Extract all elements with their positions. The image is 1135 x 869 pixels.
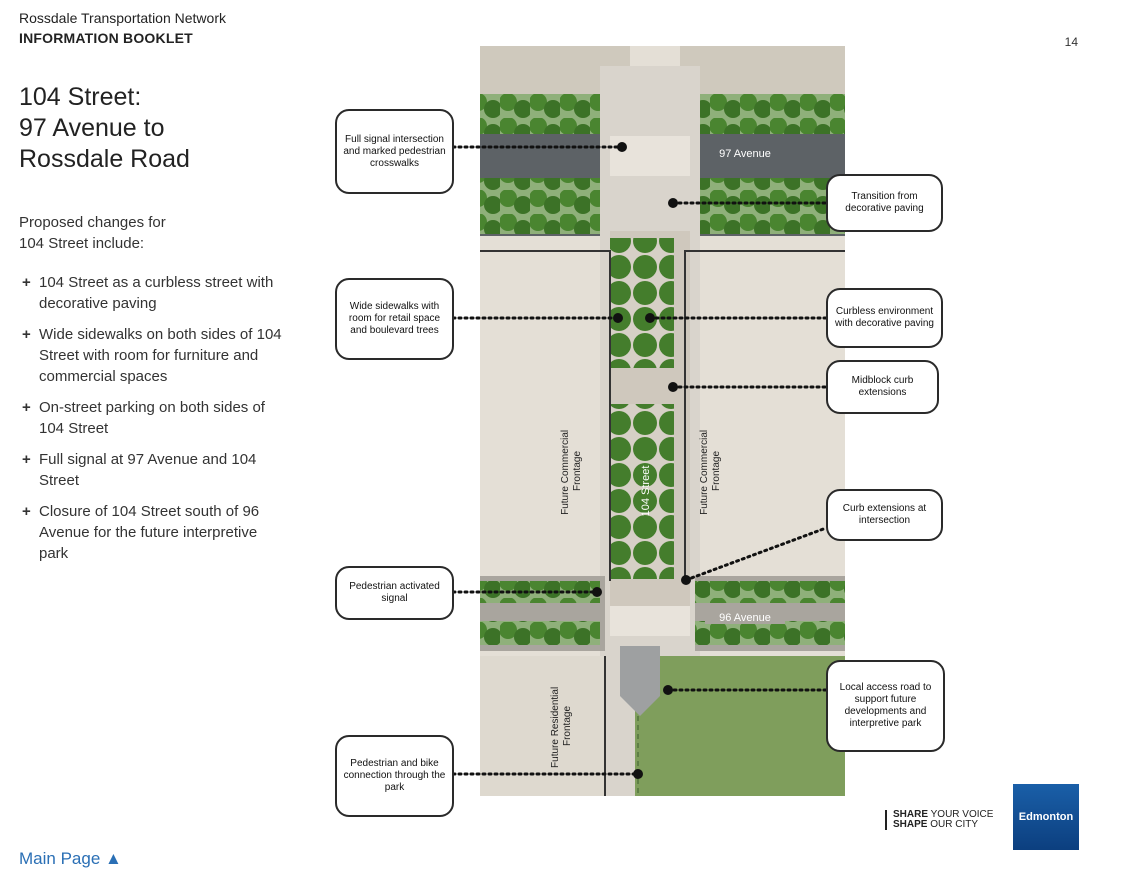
main-page-label[interactable]: Main Page <box>19 849 101 868</box>
label-96-avenue: 96 Avenue <box>719 612 771 624</box>
share-bold: SHARE <box>893 809 929 820</box>
section-title-line: 97 Avenue to <box>19 114 165 142</box>
callout-ped-bike: Pedestrian and bike connection through the park <box>335 735 454 817</box>
page-number: 14 <box>1064 35 1078 49</box>
share-rest: YOUR VOICE <box>930 809 994 820</box>
proposed-changes-list <box>19 272 284 574</box>
label-residential: Frontage <box>562 705 573 747</box>
label-commercial-west: Frontage <box>572 450 583 492</box>
label-residential: Future Residential <box>550 686 561 768</box>
edmonton-logo: Edmonton <box>1013 784 1079 850</box>
list-item: + Full signal at 97 Avenue and 104 Street <box>19 449 284 491</box>
callout-curb-extensions: Curb extensions at intersection <box>826 489 943 541</box>
section-title-line: Rossdale Road <box>19 145 190 173</box>
callout-midblock: Midblock curb extensions <box>826 360 939 414</box>
section-title <box>19 82 190 175</box>
street-plan-map <box>320 46 948 796</box>
intro-line: 104 Street include: <box>19 235 145 252</box>
list-item: + Closure of 104 Street south of 96 Avenue for the future interpretive park <box>19 501 284 564</box>
label-97-avenue: 97 Avenue <box>719 148 771 160</box>
intro-line: Proposed changes for <box>19 214 166 231</box>
main-page-link[interactable] <box>19 849 122 869</box>
shape-bold: SHAPE <box>893 819 928 830</box>
callout-wide-sidewalks: Wide sidewalks with room for retail space and boulevard trees <box>335 278 454 360</box>
callout-curbless: Curbless environment with decorative paving <box>826 288 943 348</box>
intro-text <box>19 212 166 254</box>
callout-transition: Transition from decorative paving <box>826 174 943 232</box>
shape-rest: OUR CITY <box>930 819 979 830</box>
list-item: + Wide sidewalks on both sides of 104 Street with room for furniture and commercial spaces <box>19 324 284 387</box>
up-arrow-icon[interactable]: ▲ <box>105 849 122 868</box>
callout-ped-signal: Pedestrian activated signal <box>335 566 454 620</box>
list-item: + On-street parking on both sides of 104 Street <box>19 397 284 439</box>
document-title: INFORMATION BOOKLET <box>19 30 193 46</box>
callout-full-signal: Full signal intersection and marked pedestrian crosswalks <box>335 109 454 194</box>
label-104-street: 104 Street <box>640 465 652 517</box>
label-commercial-east: Frontage <box>711 450 722 492</box>
document-subtitle: Rossdale Transportation Network <box>19 10 226 26</box>
section-title-line: 104 Street: <box>19 83 142 111</box>
list-item: + 104 Street as a curbless street with decorative paving <box>19 272 284 314</box>
label-commercial-east: Future Commercial <box>699 429 710 515</box>
label-commercial-west: Future Commercial <box>560 429 571 515</box>
share-your-voice-tagline <box>885 810 993 830</box>
callout-local-access: Local access road to support future developments and interpretive park <box>826 660 945 752</box>
